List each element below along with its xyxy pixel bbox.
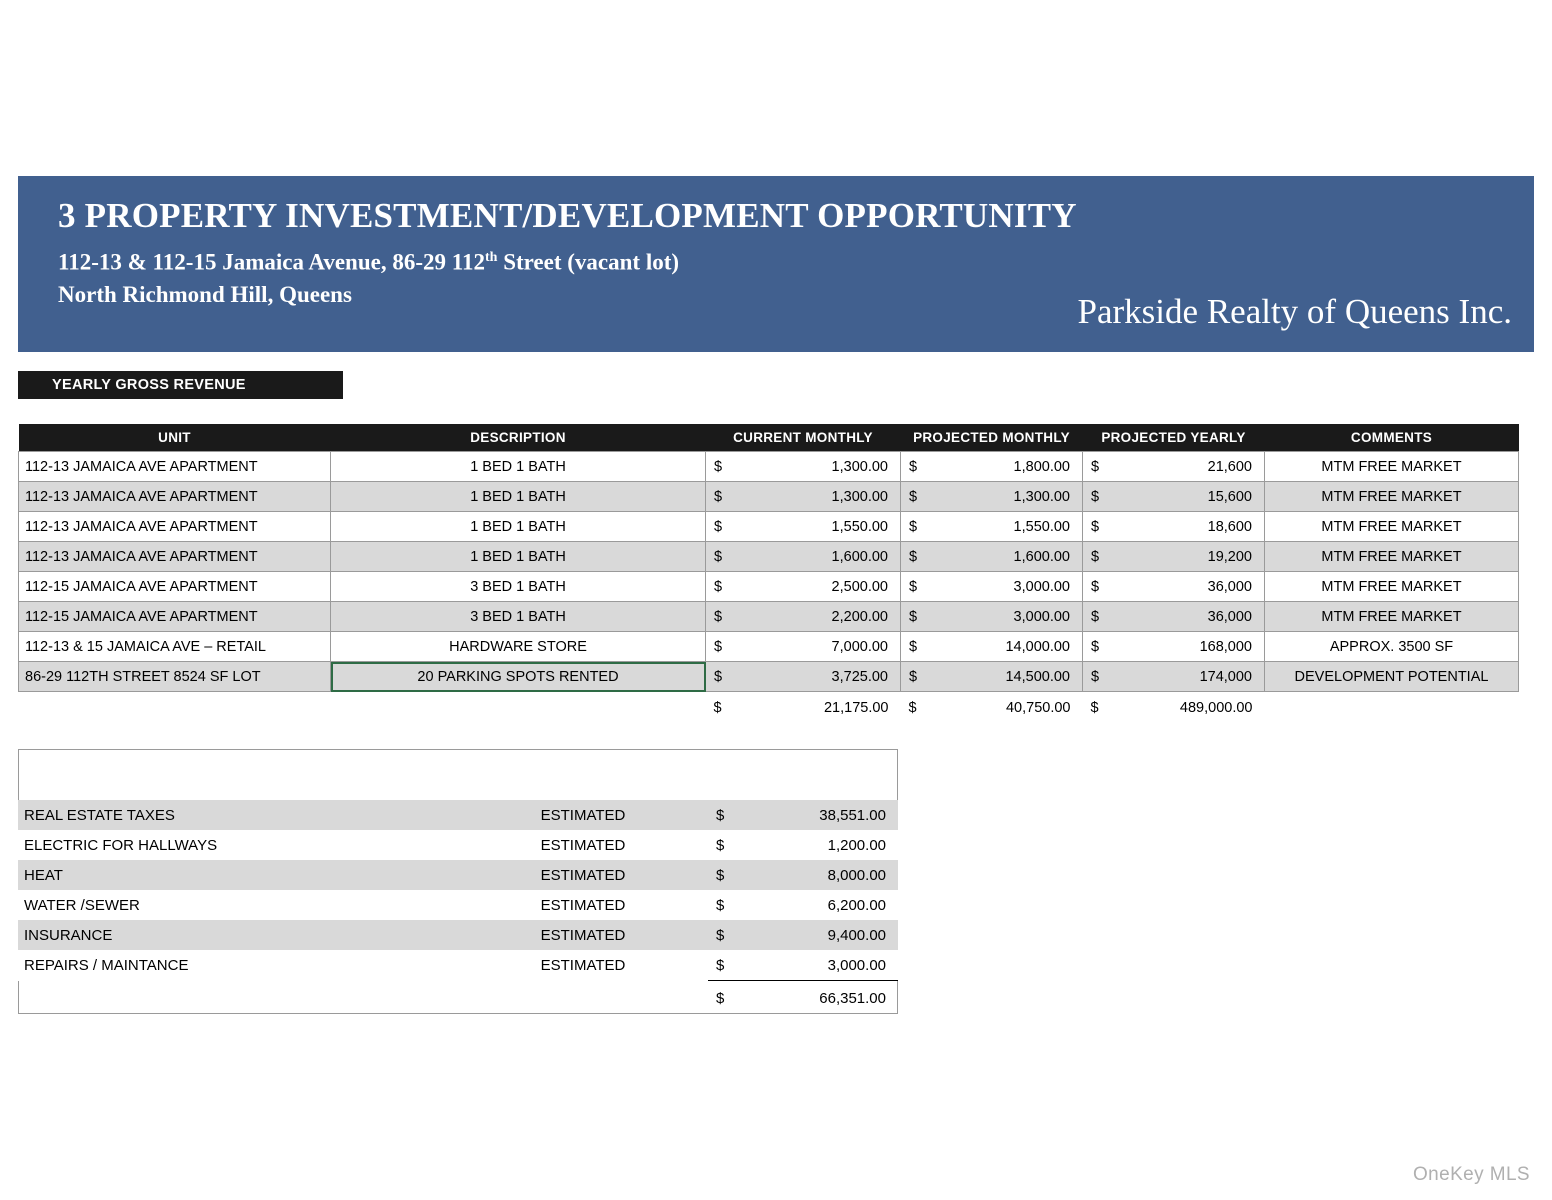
cell-description: 3 BED 1 BATH [331,602,706,632]
table-row [19,572,1519,602]
currency-symbol: $ [908,700,917,716]
value: 1,300.00 [1013,488,1070,505]
currency-symbol: $ [714,548,723,565]
col-unit: UNIT [19,424,331,452]
cell-comments: MTM FREE MARKET [1265,542,1519,572]
value: 14,000.00 [1005,638,1070,655]
expense-basis: ESTIMATED [458,800,708,830]
expense-amount [708,920,898,950]
cell-comments: MTM FREE MARKET [1265,602,1519,632]
cell-unit: 112-15 JAMAICA AVE APARTMENT [19,602,331,632]
table-row [19,602,1519,632]
currency-symbol: $ [909,458,918,475]
cell-projected-monthly [901,482,1083,512]
cell-comments: MTM FREE MARKET [1265,452,1519,482]
cell-projected-monthly [901,662,1083,692]
col-comments: COMMENTS [1265,424,1519,452]
cell-description: HARDWARE STORE [331,632,706,662]
cell-current-monthly [706,572,901,602]
cell-current-monthly [706,662,901,692]
table-row [19,482,1519,512]
cell-description: 1 BED 1 BATH [331,482,706,512]
total-projected-yearly [1083,692,1265,725]
currency-symbol: $ [716,866,725,884]
currency-symbol: $ [714,668,723,685]
cell-projected-monthly [901,572,1083,602]
cell-projected-yearly [1083,632,1265,662]
value: 3,000.00 [1013,608,1070,625]
cell-projected-yearly [1083,452,1265,482]
value: 3,000.00 [827,956,886,974]
currency-symbol: $ [716,926,725,944]
mls-watermark: OneKey MLS [1413,1164,1530,1185]
value: 36,000 [1207,608,1252,625]
value: 19,200 [1207,548,1252,565]
currency-symbol: $ [716,836,725,854]
value: 15,600 [1207,488,1252,505]
cell-current-monthly [706,632,901,662]
page-title: 3 PROPERTY INVESTMENT/DEVELOPMENT OPPORTUNITY [58,196,1077,235]
currency-symbol: $ [1091,608,1100,625]
currency-symbol: $ [714,518,723,535]
currency-symbol: $ [1091,518,1100,535]
cell-current-monthly [706,482,901,512]
currency-symbol: $ [714,638,723,655]
address-ordinal: th [484,250,498,265]
cell-unit: 112-13 JAMAICA AVE APARTMENT [19,482,331,512]
expenses-total-spacer2 [458,981,708,1016]
value: 8,000.00 [827,866,886,884]
expenses-total-spacer [18,981,458,1016]
value: 21,175.00 [823,700,889,716]
currency-symbol: $ [1091,488,1100,505]
expense-amount [708,890,898,920]
expenses-total-amount [708,981,898,1016]
table-row [19,512,1519,542]
cell-comments: DEVELOPMENT POTENTIAL [1265,662,1519,692]
currency-symbol: $ [716,956,725,974]
currency-symbol: $ [909,488,918,505]
value: 3,725.00 [831,668,888,685]
currency-symbol: $ [909,668,918,685]
value: 40,750.00 [1005,700,1071,716]
value: 168,000 [1199,638,1252,655]
expense-name: REAL ESTATE TAXES [18,800,458,830]
header-banner [18,176,1534,352]
cell-unit: 112-13 JAMAICA AVE APARTMENT [19,512,331,542]
table-row [19,452,1519,482]
totals-spacer-desc [331,692,706,725]
currency-symbol: $ [909,548,918,565]
cell-comments: MTM FREE MARKET [1265,512,1519,542]
expense-basis: ESTIMATED [458,890,708,920]
table-row [19,632,1519,662]
cell-description: 1 BED 1 BATH [331,542,706,572]
currency-symbol: $ [716,806,725,824]
col-projected-monthly: PROJECTED MONTHLY [901,424,1083,452]
currency-symbol: $ [1091,668,1100,685]
cell-projected-yearly [1083,482,1265,512]
expense-amount [708,950,898,981]
currency-symbol: $ [1091,578,1100,595]
totals-spacer-unit [19,692,331,725]
revenue-table [18,424,1519,724]
totals-spacer-comments [1265,692,1519,725]
value: 7,000.00 [831,638,888,655]
cell-projected-yearly [1083,662,1265,692]
col-projected-yearly: PROJECTED YEARLY [1083,424,1265,452]
revenue-header-row [19,424,1519,452]
currency-symbol: $ [909,608,918,625]
cell-projected-yearly [1083,542,1265,572]
cell-current-monthly [706,542,901,572]
value: 9,400.00 [827,926,886,944]
expense-basis: ESTIMATED [458,860,708,890]
cell-comments: MTM FREE MARKET [1265,482,1519,512]
value: 18,600 [1207,518,1252,535]
currency-symbol: $ [1091,638,1100,655]
cell-current-monthly [706,452,901,482]
value: 3,000.00 [1013,578,1070,595]
cell-unit: 112-13 JAMAICA AVE APARTMENT [19,452,331,482]
col-description: DESCRIPTION [331,424,706,452]
currency-symbol: $ [714,608,723,625]
expense-name: HEAT [18,860,458,890]
value: 1,550.00 [1013,518,1070,535]
cell-projected-yearly [1083,572,1265,602]
value: 1,550.00 [831,518,888,535]
value: 489,000.00 [1179,700,1253,716]
expense-name: INSURANCE [18,920,458,950]
cell-projected-yearly [1083,512,1265,542]
cell-description: 1 BED 1 BATH [331,512,706,542]
currency-symbol: $ [714,578,723,595]
expense-amount [708,860,898,890]
cell-projected-monthly [901,512,1083,542]
property-address [58,242,1534,279]
value: 1,300.00 [831,458,888,475]
value: 1,800.00 [1013,458,1070,475]
currency-symbol: $ [714,458,723,475]
cell-projected-yearly [1083,602,1265,632]
currency-symbol: $ [909,578,918,595]
value: 1,600.00 [831,548,888,565]
expense-basis: ESTIMATED [458,950,708,981]
cell-projected-monthly [901,602,1083,632]
cell-current-monthly [706,512,901,542]
expenses-table [18,800,898,1015]
brokerage-name: Parkside Realty of Queens Inc. [1077,292,1512,331]
expense-name: WATER /SEWER [18,890,458,920]
table-row [19,662,1519,692]
value: 2,500.00 [831,578,888,595]
col-current-monthly: CURRENT MONTHLY [706,424,901,452]
value: 1,600.00 [1013,548,1070,565]
cell-unit: 112-13 & 15 JAMAICA AVE – RETAIL [19,632,331,662]
cell-comments: MTM FREE MARKET [1265,572,1519,602]
expense-row [18,860,898,890]
address-suffix: Street (vacant lot) [497,249,680,275]
section-label-revenue: YEARLY GROSS REVENUE [18,371,343,399]
cell-projected-monthly [901,632,1083,662]
expense-row [18,950,898,981]
expenses-total-row [18,981,898,1016]
value: 1,200.00 [827,836,886,854]
expense-row [18,920,898,950]
currency-symbol: $ [909,638,918,655]
cell-description-highlighted: 20 PARKING SPOTS RENTED [331,662,706,692]
currency-symbol: $ [713,700,722,716]
total-current-monthly [706,692,901,725]
value: 36,000 [1207,578,1252,595]
address-main: 112-13 & 112-15 Jamaica Avenue, 86-29 112 [58,249,485,275]
expense-name: REPAIRS / MAINTANCE [18,950,458,981]
property-locality: North Richmond Hill, Queens [58,281,352,307]
expense-row [18,830,898,860]
currency-symbol: $ [1091,458,1100,475]
cell-comments: APPROX. 3500 SF [1265,632,1519,662]
currency-symbol: $ [714,488,723,505]
currency-symbol: $ [909,518,918,535]
table-row [19,542,1519,572]
cell-projected-monthly [901,542,1083,572]
revenue-totals-row [19,692,1519,725]
expense-basis: ESTIMATED [458,830,708,860]
value: 6,200.00 [827,896,886,914]
expense-name: ELECTRIC FOR HALLWAYS [18,830,458,860]
value: 1,300.00 [831,488,888,505]
expense-amount [708,800,898,830]
currency-symbol: $ [1090,700,1099,716]
currency-symbol: $ [716,896,725,914]
expense-row [18,800,898,830]
cell-unit: 112-15 JAMAICA AVE APARTMENT [19,572,331,602]
value: 2,200.00 [831,608,888,625]
expense-amount [708,830,898,860]
expense-row [18,890,898,920]
value: 66,351.00 [819,989,886,1007]
value: 14,500.00 [1005,668,1070,685]
cell-description: 1 BED 1 BATH [331,452,706,482]
expense-basis: ESTIMATED [458,920,708,950]
cell-description: 3 BED 1 BATH [331,572,706,602]
value: 21,600 [1207,458,1252,475]
value: 38,551.00 [819,806,886,824]
cell-unit: 112-13 JAMAICA AVE APARTMENT [19,542,331,572]
cell-projected-monthly [901,452,1083,482]
total-projected-monthly [901,692,1083,725]
cell-unit: 86-29 112TH STREET 8524 SF LOT [19,662,331,692]
currency-symbol: $ [716,989,725,1007]
value: 174,000 [1199,668,1252,685]
cell-current-monthly [706,602,901,632]
currency-symbol: $ [1091,548,1100,565]
